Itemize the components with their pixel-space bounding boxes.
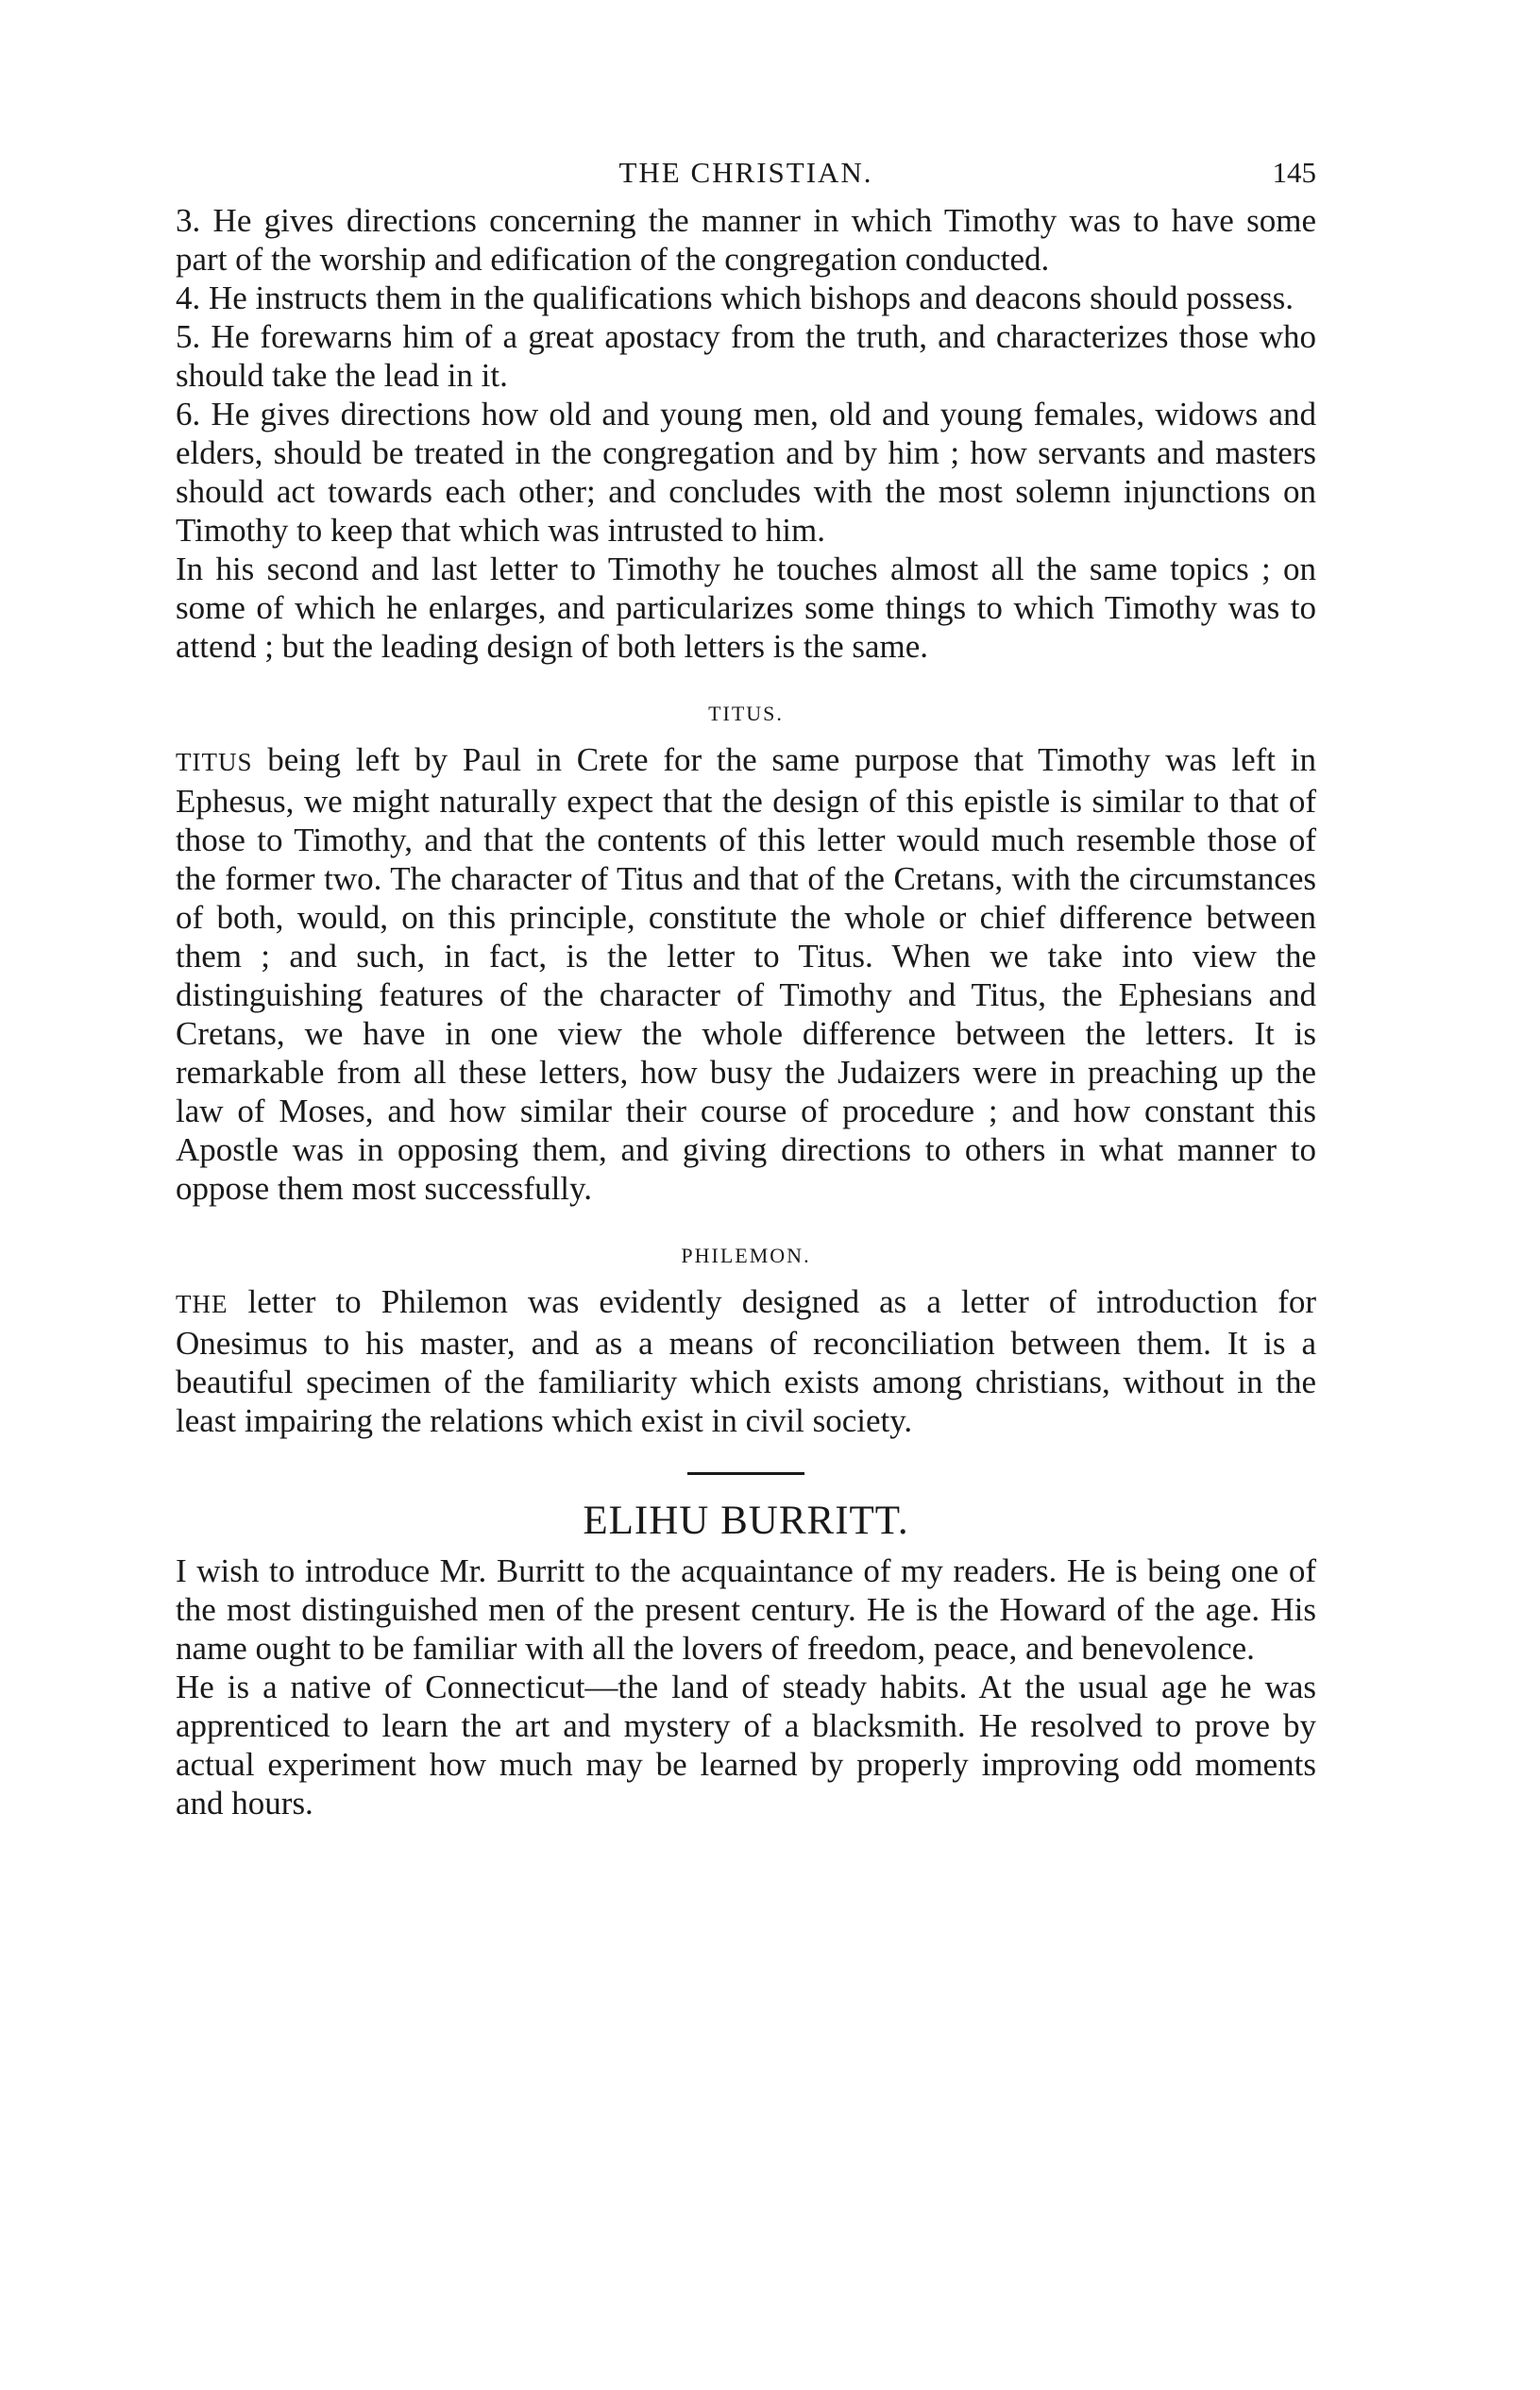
second-letter-paragraph: In his second and last letter to Timothy he touches almost all the same topics ; on some of which he enlarges, and particularizes some things to which Timothy was to attend ; but the leading design of both letters is the same. [176,551,1316,665]
page-header [176,156,1316,201]
section-divider [687,1472,804,1475]
list-item-5: 5. He forewarns him of a great apostacy from the truth, and characterizes those who should take the lead in it. [176,318,1316,394]
titus-lead-word: TITUS [176,748,253,776]
titus-text: being left by Paul in Crete for the same purpose that Timothy was left in Ephesus, we might naturally expect that the design of this epistle is similar to that of those to Timothy, and that the contents of this letter would much resemble those of the former two. The character of Titus and that of the Cretans, with the circumstances of both, would, on this principle, constitute the whole or chief difference between them ; and such, in fact, is the letter to Titus. When we take into view the distinguishing features of the character of Timothy and Titus, the Ephesians and Cretans, we have in one view the whole difference between the letters. It is remarkable from all these letters, how busy the Judaizers were in preaching up the law of Moses, and how similar their course of procedure ; and how constant this Apostle was in opposing them, and giving directions to others in what manner to oppose them most successfully. [176,741,1316,1207]
philemon-text: letter to Philemon was evidently designed as a letter of introduction for Onesimus to his master, and as a means of reconciliation between them. It is a beautiful specimen of the familiarity which exists among christians, without in the least impairing the relations which exist in civil society. [176,1283,1316,1439]
page-number: 145 [1272,156,1316,189]
list-item-6: 6. He gives directions how old and young men, old and young females, widows and elders, should be treated in the congregation and by him ; how servants and masters should act towards each other; and concludes with the most solemn injunctions on Timothy to keep that which was intrusted to him. [176,396,1316,549]
running-head: THE CHRISTIAN. [618,156,873,189]
philemon-paragraph [176,1282,1316,1440]
burritt-paragraph-2: He is a native of Connecticut—the land of steady habits. At the usual age he was apprenticed to learn the art and mystery of a blacksmith. He resolved to prove by actual experiment how much may be learned by properly improving odd moments and hours. [176,1669,1316,1822]
book-page [176,156,1316,1822]
list-item-4: 4. He instructs them in the qualifications which bishops and deacons should possess. [176,280,1295,316]
philemon-lead-word: THE [176,1290,228,1318]
burritt-paragraph-1: I wish to introduce Mr. Burritt to the acquaintance of my readers. He is being one of the most distinguished men of the present century. He is the Howard of the age. His name ought to be familiar with all the lovers of freedom, peace, and benevolence. [176,1552,1316,1667]
list-item-3: 3. He gives directions concerning the manner in which Timothy was to have some part of the worship and edification of the congregation conducted. [176,202,1316,278]
titus-paragraph [176,740,1316,1208]
article-title: ELIHU BURRITT. [583,1499,909,1543]
page-body [176,201,1316,1822]
section-heading-titus: TITUS. [708,702,784,725]
section-heading-philemon: PHILEMON. [681,1244,811,1267]
